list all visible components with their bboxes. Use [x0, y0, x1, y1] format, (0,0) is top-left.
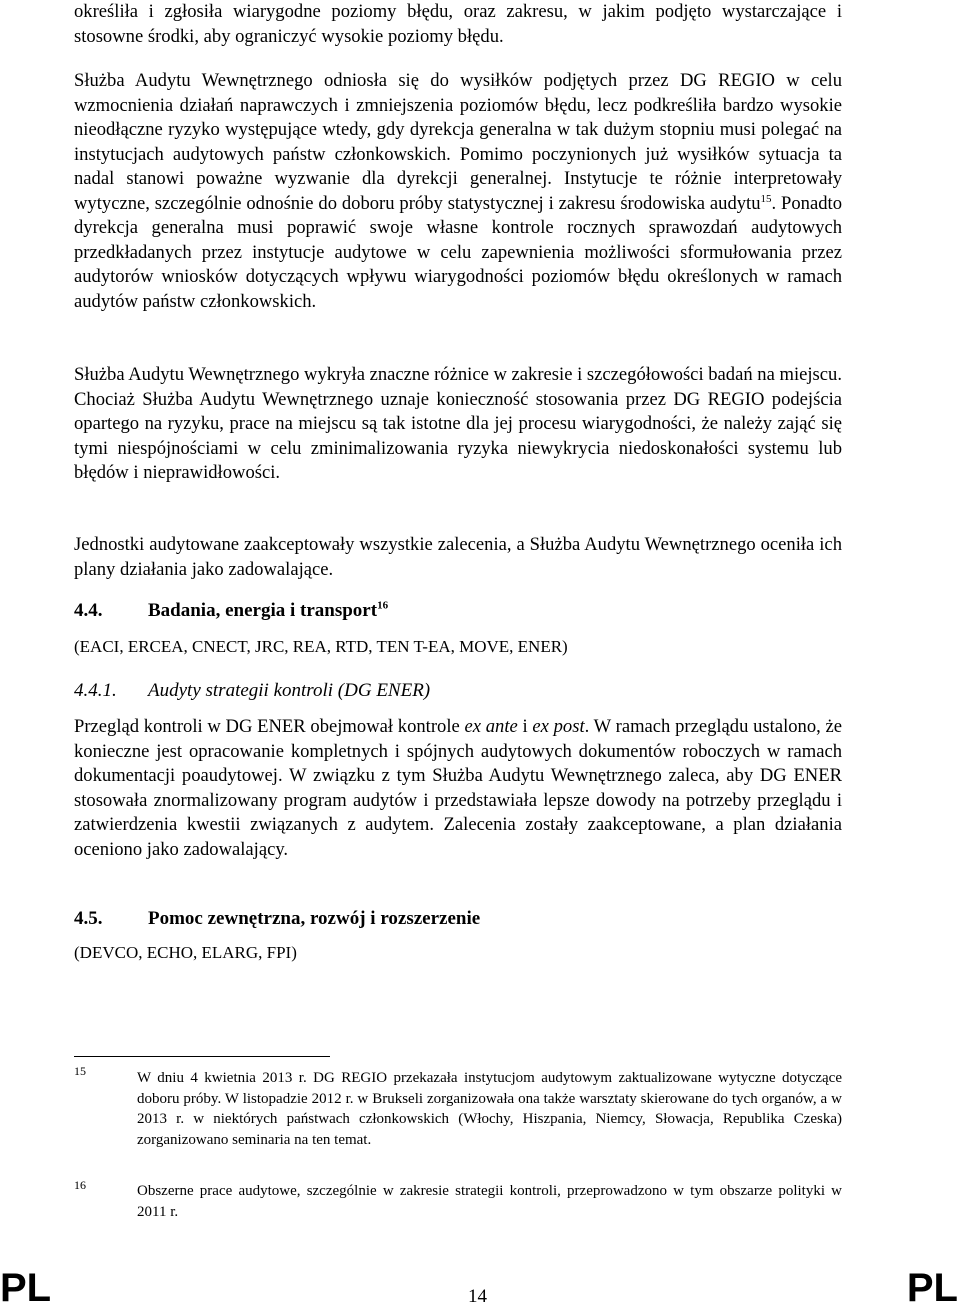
- footnote-ref-16[interactable]: 16: [377, 599, 389, 612]
- language-code-right: PL: [906, 1266, 958, 1310]
- paragraph-regio-audit: [74, 69, 842, 314]
- section-number: 4.5.: [74, 908, 103, 929]
- subsection-heading-4-4-1: [74, 680, 430, 702]
- paragraph-ener-text-a: Przegląd kontroli w DG ENER obejmował kontrole: [74, 716, 465, 737]
- section-entities-list: (EACI, ERCEA, CNECT, JRC, REA, RTD, TEN T-EA, MOVE, ENER): [74, 637, 568, 656]
- footnote-number: 15: [74, 1064, 86, 1078]
- subsection-number: 4.4.1.: [74, 680, 117, 701]
- section-number: 4.4.: [74, 600, 103, 621]
- section-heading-4-4: [74, 600, 388, 622]
- language-code-left: PL: [0, 1266, 52, 1310]
- subsection-title: Audyty strategii kontroli (DG ENER): [148, 680, 431, 701]
- paragraph-ener-text-b: i: [517, 716, 533, 737]
- footnote-text: Obszerne prace audytowe, szczególnie w zakresie strategii kontroli, przeprowadzono w tym obszarze polityki w 2011 r.: [137, 1183, 842, 1220]
- section-heading-4-5: [74, 908, 480, 930]
- paragraph-regio-audit-text-b: . Ponadto dyrekcja generalna musi poprawić swoje własne kontrole rocznych sprawozdań audytowych przedkładanych przez instytucje audytowe w celu zapewnienia możliwości sformułowania przez audytorów wniosków dotyczących wpływu wiarygodności poziomów błędu określonych w ramach audytów państw członkowskich.: [74, 192, 842, 312]
- footnote-text: W dniu 4 kwietnia 2013 r. DG REGIO przekazała instytucjom audytowym zaktualizowane wytyczne dotyczące doboru próby. W listopadzie 2012 r. w Brukseli zorganizowała ona także warsztaty skierowane do tych organów, a w 2013 r. w niektórych państwach członkowskich (Włochy, Hiszpania, Niemcy, Słowacja, Republika Czeska) zorganizowano seminaria na ten temat.: [137, 1070, 842, 1148]
- footnote-ref-15[interactable]: 15: [760, 192, 772, 205]
- term-ex-post: ex post: [532, 716, 585, 737]
- paragraph-regio-audit-text-a: Służba Audytu Wewnętrznego odniosła się do wysiłków podjętych przez DG REGIO w celu wzmocnienia działań naprawczych i zmniejszenia poziomów błędu, lecz podkreśliła bardzo wysokie nieodłączne ryzyko występujące wtedy, gdy dyrekcja generalna w tak dużym stopniu musi polegać na instytucjach audytowych państw członkowskich. Pomimo poczynionych już wysiłków sytuacja ta nadal stanowi poważne wyzwanie dla dyrekcji generalnej. Instytucje te różnie interpretowały wytyczne, szczególnie odnośnie do doboru próby statystycznej i zakresu środowiska audytu: [74, 70, 842, 214]
- paragraph-recommendations-accepted: Jednostki audytowane zaakceptowały wszystkie zalecenia, a Służba Audytu Wewnętrznego oceniła ich plany działania jako zadowalające.: [74, 534, 842, 580]
- section-entities-list: (DEVCO, ECHO, ELARG, FPI): [74, 943, 297, 962]
- paragraph-ener-text-c: . W ramach przeglądu ustalono, że konieczne jest opracowanie kompletnych i spójnych audytowych dokumentów roboczych w ramach dokumentacji poaudytowej. W związku z tym Służba Audytu Wewnętrznego zaleca, aby DG ENER stosowała znormalizowany program audytów i przedstawiała lepsze dowody na potrzeby przeglądu i zatwierdzenia kwestii związanych z audytem. Zalecenia zostały zaakceptowane, a plan działania oceniono jako zadowalający.: [74, 716, 843, 860]
- footnote-number: 16: [74, 1178, 86, 1192]
- footnote-separator: [74, 1056, 330, 1057]
- section-title: Badania, energia i transport: [148, 600, 378, 621]
- page-number: 14: [468, 1286, 487, 1307]
- paragraph-onsite-differences: Służba Audytu Wewnętrznego wykryła znaczne różnice w zakresie i szczegółowości badań na miejscu. Chociaż Służba Audytu Wewnętrznego uznaje konieczność stosowania przez DG REGIO podejścia opartego na ryzyku, prace na miejscu są tak istotne dla jej procesu wiarygodności, że należy zająć się tymi niespójnościami w celu zminimalizowania ryzyka niewykrycia niedoskonałości systemu lub błędów i nieprawidłowości.: [74, 364, 842, 483]
- paragraph-intro: określiła i zgłosiła wiarygodne poziomy błędu, oraz zakresu, w jakim podjęto wystarczające i stosowne środki, aby ograniczyć wysokie poziomy błędu.: [74, 1, 842, 47]
- paragraph-ener-control-review: [74, 715, 842, 862]
- section-title: Pomoc zewnętrzna, rozwój i rozszerzenie: [148, 908, 481, 929]
- term-ex-ante: ex ante: [464, 716, 518, 737]
